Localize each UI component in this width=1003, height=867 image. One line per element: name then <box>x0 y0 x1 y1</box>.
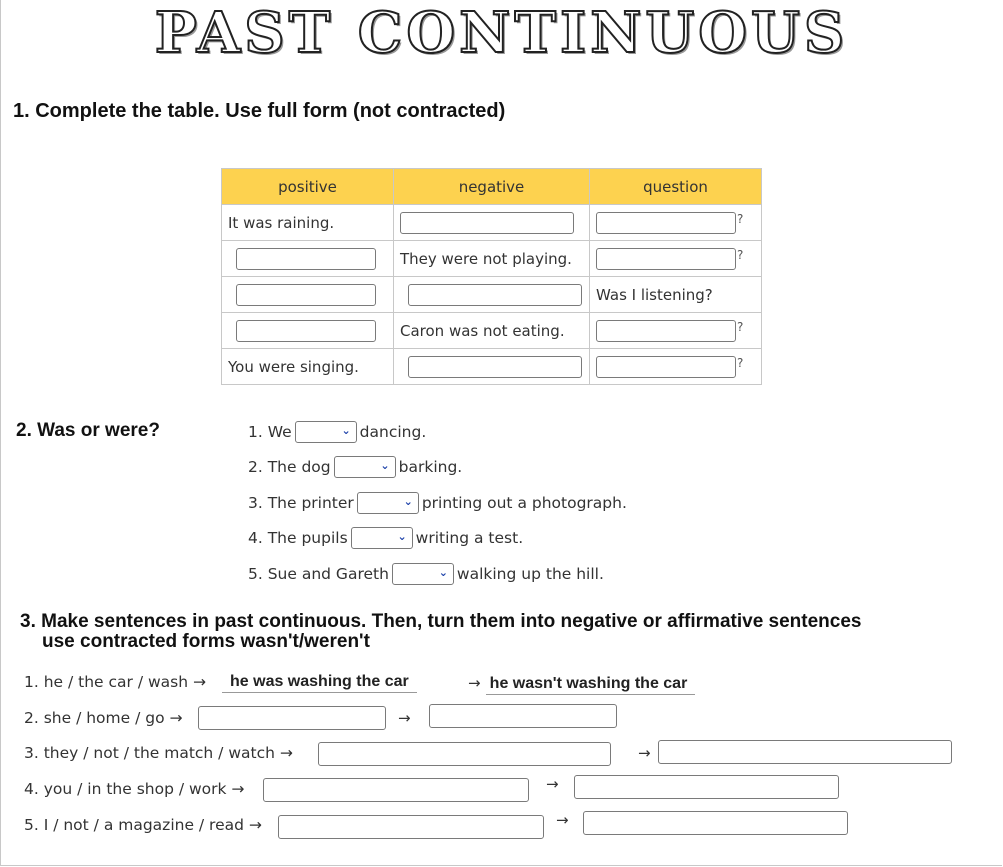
table-cell <box>394 205 590 241</box>
sentence-prompt: 1. he / the car / wash → <box>24 673 206 691</box>
chevron-down-icon: ⌄ <box>397 530 407 543</box>
was-were-dropdown[interactable] <box>392 563 454 585</box>
answer-input[interactable] <box>596 248 736 270</box>
section3-heading-line2: use contracted forms wasn't/weren't <box>42 631 370 652</box>
answer-text: he wasn't washing the car <box>486 675 696 695</box>
list-item <box>248 421 426 443</box>
table-row <box>222 349 762 385</box>
item-text: 1. We <box>248 423 292 441</box>
arrow-icon: → <box>398 709 411 727</box>
list-item <box>248 563 604 585</box>
list-item <box>248 492 627 514</box>
answer-input[interactable] <box>429 704 617 728</box>
item-text: walking up the hill. <box>456 565 604 583</box>
answer-input[interactable] <box>236 320 376 342</box>
table-cell <box>394 277 590 313</box>
answer-input[interactable] <box>278 815 544 839</box>
list-item <box>248 456 462 478</box>
table-cell: It was raining. <box>222 205 394 241</box>
answer-input[interactable] <box>658 740 952 764</box>
table-cell <box>590 205 762 241</box>
arrow-icon: → <box>638 744 651 762</box>
answer-input[interactable] <box>596 212 736 234</box>
table-cell <box>222 277 394 313</box>
section3-heading-line1: 3. Make sentences in past continuous. Then, turn them into negative or affirmative sentences <box>20 611 862 632</box>
table-row <box>222 205 762 241</box>
section1-heading: 1. Complete the table. Use full form (not contracted) <box>13 100 506 122</box>
item-text: barking. <box>398 458 463 476</box>
table-cell <box>590 349 762 385</box>
item-text: writing a test. <box>415 529 524 547</box>
table-cell <box>590 241 762 277</box>
page-title: PAST CONTINUOUS <box>154 0 849 66</box>
table-row <box>222 313 762 349</box>
item-text: 5. Sue and Gareth <box>248 565 389 583</box>
chevron-down-icon: ⌄ <box>380 459 390 472</box>
column-header: negative <box>394 169 590 205</box>
chevron-down-icon: ⌄ <box>438 566 448 579</box>
answer-input[interactable] <box>236 284 376 306</box>
table-row <box>222 241 762 277</box>
section3-heading <box>20 612 861 652</box>
table-cell: They were not playing. <box>394 241 590 277</box>
answer-input[interactable] <box>318 742 611 766</box>
was-were-dropdown[interactable] <box>351 527 413 549</box>
list-item <box>248 527 523 549</box>
item-text: 4. The pupils <box>248 529 348 547</box>
item-text: 3. The printer <box>248 494 354 512</box>
was-were-dropdown[interactable] <box>334 456 396 478</box>
table-cell: You were singing. <box>222 349 394 385</box>
answer-input[interactable] <box>198 706 386 730</box>
answer-text: he was washing the car <box>222 673 417 693</box>
chevron-down-icon: ⌄ <box>403 495 413 508</box>
answer-input[interactable] <box>236 248 376 270</box>
item-text: printing out a photograph. <box>421 494 627 512</box>
table-cell <box>394 349 590 385</box>
sentence-prompt: 2. she / home / go → <box>24 709 183 727</box>
answer-row <box>222 671 417 691</box>
answer-input[interactable] <box>263 778 529 802</box>
question-mark: ? <box>737 355 744 370</box>
answer-input[interactable] <box>408 356 582 378</box>
answer-input[interactable] <box>574 775 839 799</box>
column-header: question <box>590 169 762 205</box>
answer-input[interactable] <box>596 356 736 378</box>
was-were-dropdown[interactable] <box>357 492 419 514</box>
answer-row <box>468 673 695 693</box>
answer-input[interactable] <box>583 811 848 835</box>
table-cell: Was I listening? <box>590 277 762 313</box>
table-cell <box>222 241 394 277</box>
item-text: 2. The dog <box>248 458 331 476</box>
question-mark: ? <box>737 319 744 334</box>
section2-heading: 2. Was or were? <box>16 420 160 441</box>
table-cell <box>222 313 394 349</box>
sentence-prompt: 4. you / in the shop / work → <box>24 780 245 798</box>
item-text: dancing. <box>359 423 427 441</box>
answer-input[interactable] <box>408 284 582 306</box>
was-were-dropdown[interactable] <box>295 421 357 443</box>
question-mark: ? <box>737 247 744 262</box>
sentence-prompt: 3. they / not / the match / watch → <box>24 744 293 762</box>
table-row <box>222 277 762 313</box>
answer-input[interactable] <box>596 320 736 342</box>
conjugation-table <box>221 168 762 385</box>
arrow-icon: → <box>556 811 569 829</box>
column-header: positive <box>222 169 394 205</box>
arrow-icon: → <box>546 775 559 793</box>
table-cell <box>590 313 762 349</box>
arrow-icon: → <box>468 674 481 692</box>
chevron-down-icon: ⌄ <box>341 424 351 437</box>
question-mark: ? <box>737 211 744 226</box>
sentence-prompt: 5. I / not / a magazine / read → <box>24 816 262 834</box>
table-cell: Caron was not eating. <box>394 313 590 349</box>
answer-input[interactable] <box>400 212 574 234</box>
